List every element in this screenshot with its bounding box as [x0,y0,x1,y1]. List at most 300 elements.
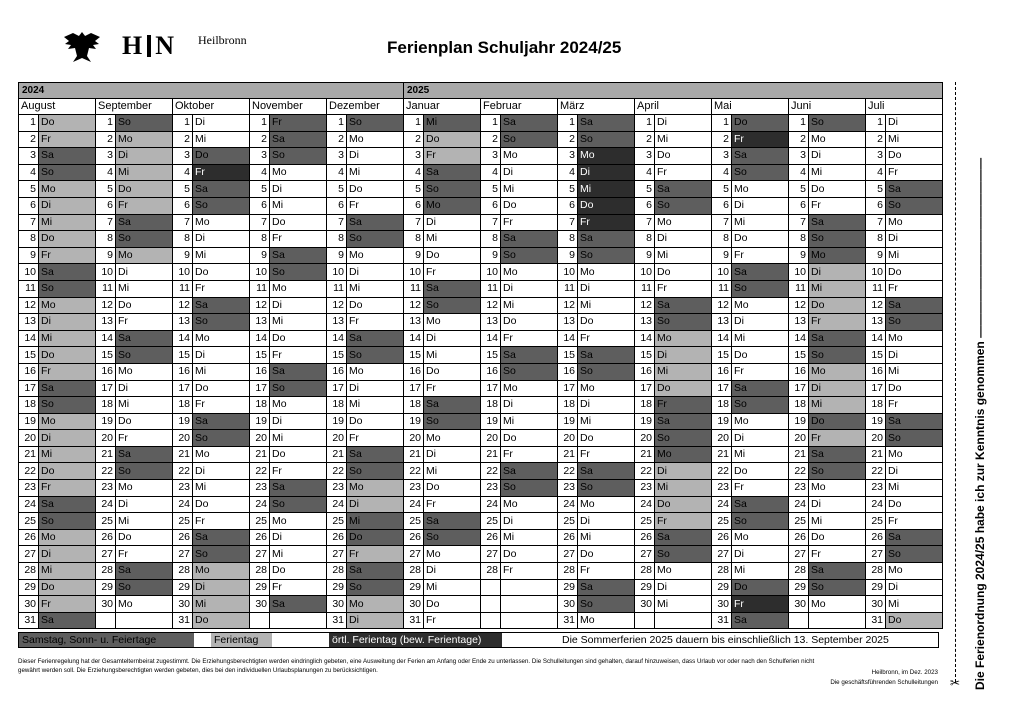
weekday-cell: Mi [116,164,173,181]
weekday-cell: Do [270,446,327,463]
weekday-cell: Do [116,297,173,314]
empty-cell [809,612,866,629]
weekday-cell: So [655,314,712,331]
weekday-cell: Fr [116,314,173,331]
day-number: 10 [404,264,424,281]
weekday-cell: So [578,596,635,613]
day-number: 26 [250,529,270,546]
weekday-cell: Sa [886,529,943,546]
weekday-cell: Di [501,513,558,530]
day-number: 11 [173,280,193,297]
day-number: 9 [327,247,347,264]
weekday-cell: Fr [578,563,635,580]
weekday-cell: Do [116,181,173,198]
weekday-cell: Di [809,148,866,165]
day-number: 24 [404,496,424,513]
day-number: 11 [558,280,578,297]
weekday-cell: Sa [578,463,635,480]
day-row [19,397,943,414]
weekday-cell: Do [39,463,96,480]
day-number: 20 [250,430,270,447]
day-number: 4 [789,164,809,181]
day-number: 11 [19,280,39,297]
day-row [19,446,943,463]
day-number: 25 [558,513,578,530]
day-number: 10 [250,264,270,281]
empty-cell [250,612,270,629]
day-number: 3 [635,148,655,165]
day-number: 6 [173,197,193,214]
day-number: 31 [866,612,886,629]
weekday-cell: So [732,397,789,414]
empty-cell [501,579,558,596]
day-number: 9 [712,247,732,264]
day-number: 4 [866,164,886,181]
day-number: 26 [712,529,732,546]
day-number: 21 [712,446,732,463]
weekday-cell: Sa [655,413,712,430]
weekday-cell: Mo [270,513,327,530]
weekday-cell: Sa [732,148,789,165]
weekday-cell: Fr [732,247,789,264]
weekday-cell: Mi [655,247,712,264]
weekday-cell: So [193,197,250,214]
weekday-cell: Fr [39,363,96,380]
day-number: 28 [789,563,809,580]
day-number: 28 [19,563,39,580]
weekday-cell: Mi [655,596,712,613]
day-number: 1 [481,115,501,132]
day-number: 5 [327,181,347,198]
day-number: 23 [250,480,270,497]
day-number: 25 [327,513,347,530]
day-number: 21 [173,446,193,463]
weekday-cell: Mo [501,264,558,281]
day-number: 23 [96,480,116,497]
day-number: 4 [173,164,193,181]
day-number: 8 [481,231,501,248]
day-number: 2 [481,131,501,148]
weekday-cell: So [347,347,404,364]
weekday-cell: Fr [347,314,404,331]
weekday-cell: Sa [116,330,173,347]
weekday-cell: Fr [424,264,481,281]
weekday-cell: Fr [116,546,173,563]
day-row [19,264,943,281]
day-number: 20 [173,430,193,447]
day-number: 6 [250,197,270,214]
day-number: 5 [558,181,578,198]
weekday-cell: Di [39,197,96,214]
day-number: 22 [173,463,193,480]
day-number: 18 [481,397,501,414]
weekday-cell: Mo [809,480,866,497]
weekday-cell: So [193,430,250,447]
day-number: 3 [173,148,193,165]
empty-cell [501,596,558,613]
weekday-cell: Fr [732,480,789,497]
weekday-cell: Fr [270,463,327,480]
footer-note: Dieser Ferienregelung hat der Gesamtelternbeirat zugestimmt. Die Erziehungsberechtigten werden eindringlich gebeten, eine Ausweitung der Ferien am Anfang oder Ende zu unterlassen. Die Schulleitungen sind gehalten, darauf hinzuweisen, dass Urlaub vor oder nach den Schulferien nicht gewährt werden soll. Die Erziehungsberechtigten werden gebeten, dies bei den individuellen Urlaubsplanungen zu berücksichtigen. [18,658,815,674]
day-number: 26 [404,529,424,546]
day-number: 15 [712,347,732,364]
day-number: 26 [481,529,501,546]
weekday-cell: Mi [732,563,789,580]
day-number: 26 [96,529,116,546]
day-number: 30 [866,596,886,613]
calendar-table [18,82,943,629]
weekday-cell: Mo [732,529,789,546]
empty-cell [270,612,327,629]
month-header: Juli [866,99,943,115]
month-header: April [635,99,712,115]
weekday-cell: Mo [732,297,789,314]
day-number: 27 [558,546,578,563]
page-header [0,0,1024,80]
day-number: 18 [789,397,809,414]
day-number: 17 [789,380,809,397]
weekday-cell: Do [193,148,250,165]
weekday-cell: Mo [347,363,404,380]
day-number: 15 [250,347,270,364]
month-header: Februar [481,99,558,115]
day-number: 29 [404,579,424,596]
day-number: 7 [558,214,578,231]
weekday-cell: Do [347,413,404,430]
day-number: 7 [250,214,270,231]
weekday-cell: Do [655,380,712,397]
day-number: 11 [250,280,270,297]
day-number: 17 [712,380,732,397]
day-number: 7 [481,214,501,231]
day-number: 8 [712,231,732,248]
weekday-cell: So [501,131,558,148]
weekday-cell: Sa [809,563,866,580]
weekday-cell: Do [193,380,250,397]
weekday-cell: Sa [578,347,635,364]
day-number: 29 [19,579,39,596]
weekday-cell: Di [732,546,789,563]
day-row [19,463,943,480]
day-number: 14 [96,330,116,347]
weekday-cell: So [886,314,943,331]
day-number: 7 [866,214,886,231]
weekday-cell: Di [116,264,173,281]
weekday-cell: So [809,231,866,248]
weekday-cell: Fr [886,513,943,530]
weekday-cell: So [193,314,250,331]
weekday-cell: Mi [116,280,173,297]
weekday-cell: Mi [424,347,481,364]
weekday-cell: So [501,247,558,264]
weekday-cell: So [809,115,866,132]
empty-cell [501,612,558,629]
weekday-cell: Sa [424,164,481,181]
weekday-cell: So [116,115,173,132]
month-header: August [19,99,96,115]
day-number: 13 [327,314,347,331]
weekday-cell: Fr [655,513,712,530]
weekday-cell: Di [424,214,481,231]
weekday-cell: Di [347,496,404,513]
weekday-cell: Do [39,115,96,132]
day-row [19,280,943,297]
weekday-cell: Sa [116,563,173,580]
weekday-cell: Mo [809,131,866,148]
weekday-cell: Mo [424,546,481,563]
weekday-cell: Fr [732,363,789,380]
day-number: 24 [635,496,655,513]
weekday-cell: Do [655,496,712,513]
day-number: 25 [404,513,424,530]
weekday-cell: Mo [347,480,404,497]
day-number: 30 [558,596,578,613]
day-number: 24 [250,496,270,513]
day-number: 24 [19,496,39,513]
day-number: 14 [481,330,501,347]
day-number: 20 [789,430,809,447]
day-number: 1 [404,115,424,132]
weekday-cell: Di [655,463,712,480]
legend-weekend: Samstag, Sonn- u. Feiertage [19,633,194,647]
day-number: 15 [481,347,501,364]
day-number: 26 [19,529,39,546]
day-number: 27 [96,546,116,563]
day-row [19,529,943,546]
weekday-cell: Do [39,347,96,364]
day-number: 27 [866,546,886,563]
day-number: 24 [173,496,193,513]
day-number: 25 [866,513,886,530]
weekday-cell: So [347,115,404,132]
day-number: 16 [96,363,116,380]
day-number: 8 [96,231,116,248]
day-number: 24 [789,496,809,513]
day-number: 19 [866,413,886,430]
weekday-cell: Sa [886,181,943,198]
day-number: 4 [481,164,501,181]
weekday-cell: Sa [501,231,558,248]
weekday-cell: Fr [809,546,866,563]
day-number: 8 [789,231,809,248]
weekday-cell: So [809,579,866,596]
weekday-cell: Do [193,612,250,629]
day-number: 18 [635,397,655,414]
day-row [19,115,943,132]
day-number: 6 [404,197,424,214]
day-number: 17 [404,380,424,397]
weekday-cell: Do [578,197,635,214]
weekday-cell: Mo [193,446,250,463]
weekday-cell: Di [270,181,327,198]
day-number: 19 [327,413,347,430]
weekday-cell: Mo [578,496,635,513]
day-number: 25 [250,513,270,530]
day-number: 19 [19,413,39,430]
day-row [19,579,943,596]
weekday-cell: Di [347,148,404,165]
day-number: 13 [712,314,732,331]
day-number: 12 [789,297,809,314]
day-number: 16 [327,363,347,380]
weekday-cell: Mi [347,397,404,414]
day-number: 8 [327,231,347,248]
weekday-cell: Fr [193,397,250,414]
weekday-cell: Do [655,264,712,281]
day-number: 6 [19,197,39,214]
day-number: 30 [96,596,116,613]
weekday-cell: Do [116,529,173,546]
day-number: 28 [327,563,347,580]
weekday-cell: Di [732,197,789,214]
weekday-cell: Do [347,181,404,198]
day-number: 31 [404,612,424,629]
day-number: 22 [250,463,270,480]
day-number: 9 [250,247,270,264]
day-number: 31 [558,612,578,629]
day-number: 10 [789,264,809,281]
weekday-cell: Mi [270,430,327,447]
weekday-cell: Mi [501,181,558,198]
weekday-cell: So [39,280,96,297]
weekday-cell: Di [193,347,250,364]
day-number: 21 [866,446,886,463]
day-number: 19 [173,413,193,430]
weekday-cell: Mi [424,115,481,132]
weekday-cell: So [270,264,327,281]
day-number: 13 [250,314,270,331]
day-number: 15 [635,347,655,364]
day-number: 1 [789,115,809,132]
day-number: 22 [789,463,809,480]
day-number: 1 [19,115,39,132]
day-number: 20 [481,430,501,447]
weekday-cell: Mi [809,164,866,181]
day-number: 16 [19,363,39,380]
weekday-cell: So [39,397,96,414]
weekday-cell: Do [886,612,943,629]
weekday-cell: Sa [39,612,96,629]
weekday-cell: So [655,430,712,447]
day-number: 22 [558,463,578,480]
weekday-cell: So [39,164,96,181]
day-number: 3 [866,148,886,165]
day-number: 22 [404,463,424,480]
weekday-cell: Do [193,264,250,281]
day-number: 3 [404,148,424,165]
day-row [19,546,943,563]
day-number: 24 [327,496,347,513]
weekday-cell: Fr [886,164,943,181]
day-number: 23 [866,480,886,497]
day-number: 24 [712,496,732,513]
weekday-cell: Mo [809,247,866,264]
day-number: 2 [173,131,193,148]
day-number: 7 [96,214,116,231]
day-number: 2 [635,131,655,148]
day-row [19,430,943,447]
footer-signature: Die geschäftsführenden Schulleitungen [830,679,938,686]
weekday-cell: Sa [193,413,250,430]
weekday-cell: Di [424,563,481,580]
day-number: 18 [558,397,578,414]
weekday-cell: Do [501,546,558,563]
weekday-cell: Do [501,314,558,331]
day-number: 16 [789,363,809,380]
day-number: 12 [96,297,116,314]
weekday-cell: Mo [578,264,635,281]
empty-cell [481,579,501,596]
day-number: 27 [635,546,655,563]
day-number: 20 [19,430,39,447]
weekday-cell: Mi [655,131,712,148]
weekday-cell: Sa [39,148,96,165]
day-number: 15 [789,347,809,364]
weekday-cell: So [270,380,327,397]
day-number: 24 [866,496,886,513]
weekday-cell: Mi [116,397,173,414]
day-number: 18 [404,397,424,414]
legend-ferientag: Ferientag [211,633,272,647]
day-number: 27 [19,546,39,563]
weekday-cell: So [193,546,250,563]
day-number: 7 [19,214,39,231]
weekday-cell: Sa [886,297,943,314]
day-number: 25 [712,513,732,530]
weekday-cell: Di [347,264,404,281]
empty-cell [481,596,501,613]
weekday-cell: Mi [424,231,481,248]
day-row [19,214,943,231]
weekday-cell: Mi [424,463,481,480]
day-number: 4 [96,164,116,181]
weekday-cell: Mo [501,496,558,513]
weekday-cell: Mi [655,480,712,497]
weekday-cell: Mi [116,513,173,530]
day-number: 15 [558,347,578,364]
weekday-cell: Sa [424,397,481,414]
weekday-cell: Di [501,164,558,181]
day-row [19,231,943,248]
day-number: 22 [635,463,655,480]
weekday-cell: Mo [501,148,558,165]
day-number: 21 [96,446,116,463]
day-row [19,314,943,331]
weekday-cell: Di [732,314,789,331]
day-number: 27 [789,546,809,563]
day-number: 29 [789,579,809,596]
day-number: 24 [558,496,578,513]
weekday-cell: Sa [655,529,712,546]
day-number: 10 [558,264,578,281]
day-row [19,148,943,165]
weekday-cell: Do [886,264,943,281]
day-number: 5 [173,181,193,198]
weekday-cell: Di [501,280,558,297]
day-number: 10 [635,264,655,281]
weekday-cell: Di [270,413,327,430]
weekday-cell: Fr [501,330,558,347]
day-number: 4 [635,164,655,181]
day-number: 10 [327,264,347,281]
weekday-cell: Mi [501,413,558,430]
weekday-cell: Mo [424,314,481,331]
weekday-cell: Mo [655,446,712,463]
day-number: 16 [250,363,270,380]
day-number: 10 [866,264,886,281]
weekday-cell: So [886,197,943,214]
day-number: 19 [558,413,578,430]
